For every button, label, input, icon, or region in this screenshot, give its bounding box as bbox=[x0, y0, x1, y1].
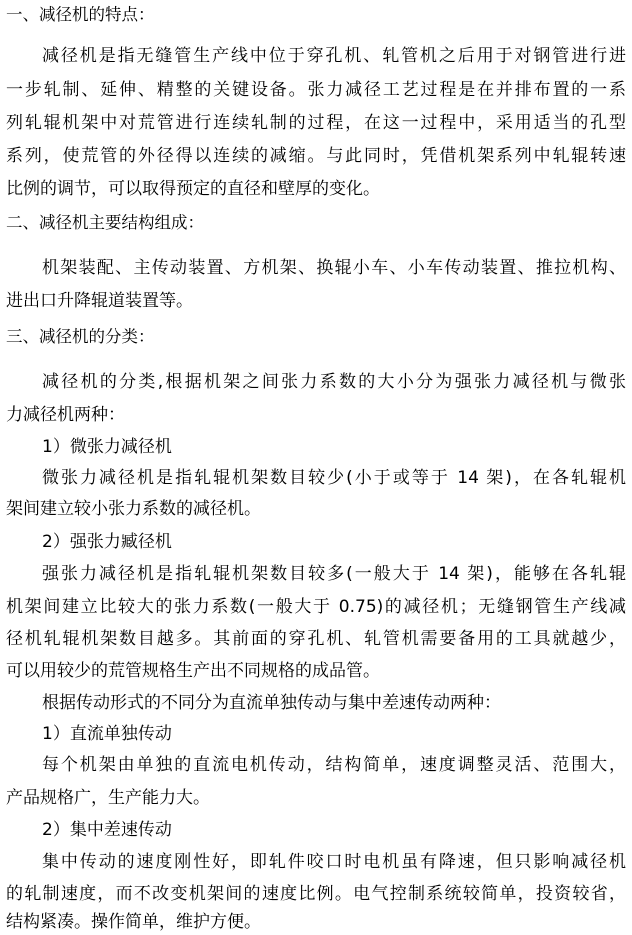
paragraph-line: 进出口升降辊道装置等。 bbox=[6, 291, 193, 311]
heading-structure: 二、减径机主要结构组成： bbox=[6, 213, 204, 232]
heading-features: 一、减径机的特点： bbox=[6, 5, 155, 24]
paragraph-line: 根据传动形式的不同分为直流单独传动与集中差速传动两种： bbox=[42, 693, 501, 713]
paragraph-line: 可以用较少的荒管规格生产出不同规格的成品管。 bbox=[6, 661, 380, 681]
paragraph-line: 结构紧凑。操作简单，维护方便。 bbox=[6, 912, 261, 932]
paragraph-line: 的轧制速度，而不改变机架间的速度比例。电气控制系统较简单，投资较省， bbox=[6, 884, 626, 904]
subheading-dc-drive: 1）直流单独传动 bbox=[42, 724, 172, 744]
paragraph-line: 系列，使荒管的外径得以连续的减缩。与此同时，凭借机架系列中轧辊转速 bbox=[6, 146, 626, 166]
paragraph-line: 机架间建立比较大的张力系数(一般大于 0.75)的减径机；无缝钢管生产线减 bbox=[6, 597, 626, 617]
paragraph-line: 产品规格广，生产能力大。 bbox=[6, 788, 210, 808]
paragraph-line: 减径机的分类,根据机架之间张力系数的大小分为强张力减径机与微张 bbox=[42, 372, 626, 392]
subheading-micro-tension: 1）微张力减径机 bbox=[42, 437, 172, 457]
paragraph-line: 微张力减径机是指轧辊机架数目较少(小于或等于 14 架)，在各轧辊机 bbox=[42, 468, 626, 488]
heading-classification: 三、减径机的分类： bbox=[6, 327, 155, 346]
paragraph-line: 减径机是指无缝管生产线中位于穿孔机、轧管机之后用于对钢管进行进 bbox=[42, 46, 626, 66]
paragraph-line: 一步轧制、延伸、精整的关键设备。张力减径工艺过程是在并排布置的一系 bbox=[6, 80, 626, 100]
paragraph-line: 径机轧辊机架数目越多。其前面的穿孔机、轧管机需要备用的工具就越少， bbox=[6, 629, 626, 649]
paragraph-line: 比例的调节，可以取得预定的直径和壁厚的变化。 bbox=[6, 179, 380, 199]
paragraph-line: 每个机架由单独的直流电机传动，结构简单，速度调整灵活、范围大， bbox=[42, 755, 626, 775]
paragraph-line: 力减径机两种： bbox=[6, 405, 125, 425]
paragraph-line: 集中传动的速度刚性好，即轧件咬口时电机虽有降速，但只影响减径机 bbox=[42, 852, 626, 872]
paragraph-line: 机架装配、主传动装置、方机架、换辊小车、小车传动装置、推拉机构、 bbox=[42, 258, 626, 278]
paragraph-line: 架间建立较小张力系数的减径机。 bbox=[6, 499, 261, 519]
subheading-differential-drive: 2）集中差速传动 bbox=[42, 820, 172, 840]
subheading-strong-tension: 2）强张力臧径机 bbox=[42, 532, 172, 552]
paragraph-line: 列轧辊机架中对荒管进行连续轧制的过程，在这一过程中，采用适当的孔型 bbox=[6, 113, 626, 133]
paragraph-line: 强张力减径机是指轧辊机架数目较多(一般大于 14 架)，能够在各轧辊 bbox=[42, 564, 626, 584]
